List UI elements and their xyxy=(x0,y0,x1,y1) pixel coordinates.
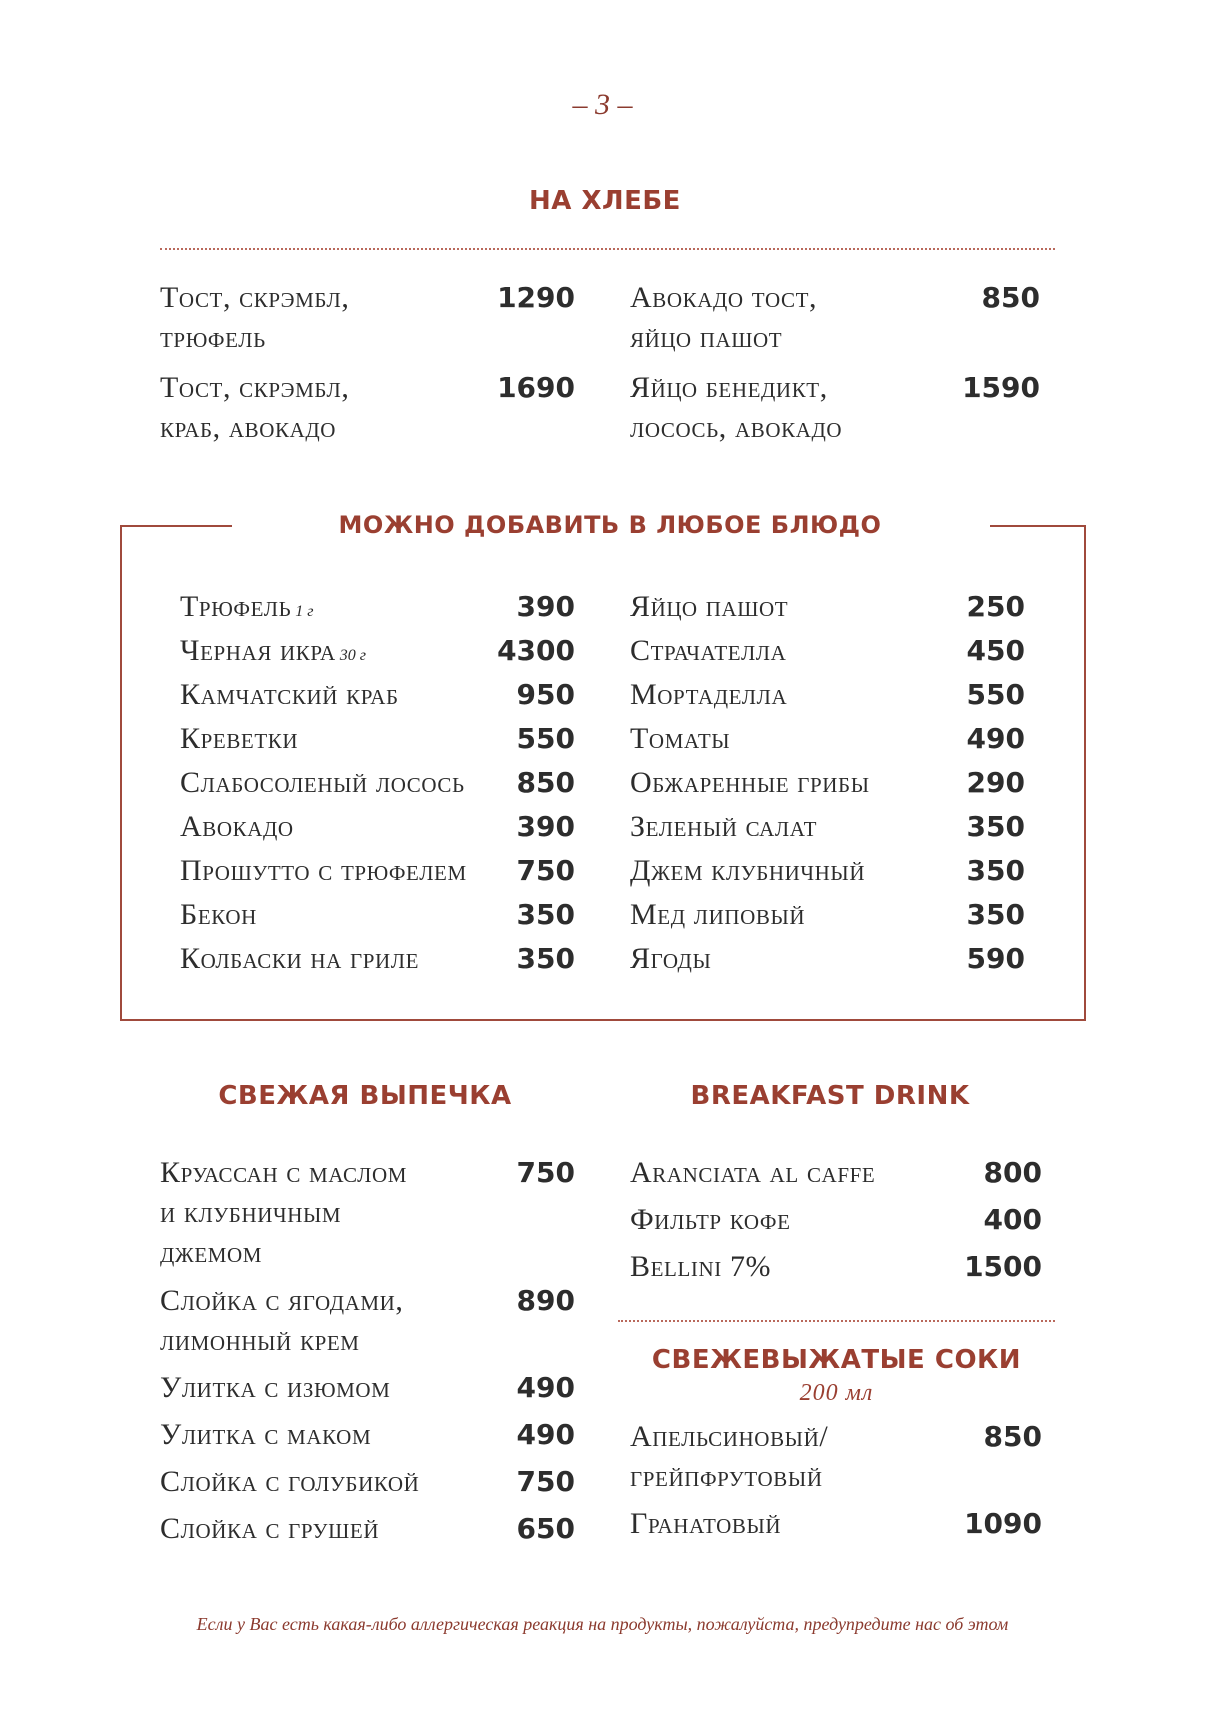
addon-item xyxy=(630,587,1025,631)
section-title-juices: СВЕЖЕВЫЖАТЫЕ СОКИ xyxy=(651,1345,1022,1375)
item-name: Фильтр кофе xyxy=(630,1203,791,1236)
menu-item xyxy=(630,1153,1042,1200)
menu-item xyxy=(160,1509,575,1556)
item-name: Тост, скрэмбл, краб, авокадо xyxy=(160,371,350,444)
section-title-pastry: СВЕЖАЯ ВЫПЕЧКА xyxy=(218,1081,512,1111)
addon-name: Бекон xyxy=(180,898,257,931)
menu-item xyxy=(160,1462,575,1509)
pastry-list xyxy=(160,1153,575,1556)
addon-price: 550 xyxy=(516,722,575,755)
item-price: 490 xyxy=(516,1418,575,1451)
addon-item xyxy=(180,631,575,675)
item-name: Улитка с маком xyxy=(160,1418,372,1451)
addon-price: 750 xyxy=(516,854,575,887)
addon-item xyxy=(180,719,575,763)
addon-price: 250 xyxy=(966,590,1025,623)
item-name: Aranciata al caffe xyxy=(630,1156,876,1189)
dotted-divider xyxy=(160,248,1055,250)
addon-item xyxy=(180,895,575,939)
addon-name: Черная икра xyxy=(180,634,336,667)
addon-weight: 1 г xyxy=(295,603,314,620)
addon-price: 4300 xyxy=(497,634,575,667)
addon-item xyxy=(630,939,1025,983)
addon-price: 390 xyxy=(516,810,575,843)
item-name: Тост, скрэмбл, трюфель xyxy=(160,281,350,354)
addon-name: Ягоды xyxy=(630,942,712,975)
addon-price: 350 xyxy=(966,854,1025,887)
section-title-drinks: BREAKFAST DRINK xyxy=(690,1081,970,1111)
item-name: Bellini 7% xyxy=(630,1250,772,1283)
addon-name: Колбаски на гриле xyxy=(180,942,420,975)
addon-item xyxy=(630,851,1025,895)
item-name: Яйцо бенедикт, лосось, авокадо xyxy=(630,371,843,444)
menu-item xyxy=(160,1368,575,1415)
addon-price: 950 xyxy=(516,678,575,711)
addon-name: Трюфель xyxy=(180,590,292,623)
item-name: Слойка с ягодами, лимонный крем xyxy=(160,1284,404,1357)
addon-item xyxy=(180,587,575,631)
item-price: 1590 xyxy=(962,371,1040,404)
addon-item xyxy=(180,675,575,719)
addon-item xyxy=(630,719,1025,763)
menu-item xyxy=(630,1504,1042,1551)
item-name: Авокадо тост, яйцо пашот xyxy=(630,281,818,354)
item-price: 800 xyxy=(983,1156,1042,1189)
addon-item xyxy=(630,807,1025,851)
item-price: 490 xyxy=(516,1371,575,1404)
addon-name: Обжаренные грибы xyxy=(630,766,870,799)
item-name: Апельсиновый/ грейпфрутовый xyxy=(630,1420,829,1493)
juices-list xyxy=(630,1417,1042,1551)
drinks-list xyxy=(630,1153,1042,1294)
item-price: 1090 xyxy=(964,1507,1042,1540)
addon-name: Слабосоленый лосось xyxy=(180,766,465,799)
item-price: 750 xyxy=(516,1465,575,1498)
menu-item xyxy=(630,1417,1042,1504)
item-price: 850 xyxy=(983,1420,1042,1453)
addons-right-list xyxy=(630,587,1025,983)
addon-price: 850 xyxy=(516,766,575,799)
addon-price: 290 xyxy=(966,766,1025,799)
addon-item xyxy=(180,763,575,807)
addons-left-list xyxy=(180,587,575,983)
addon-price: 590 xyxy=(966,942,1025,975)
item-name: Улитка с изюмом xyxy=(160,1371,391,1404)
addon-price: 450 xyxy=(966,634,1025,667)
section-title-addons: МОЖНО ДОБАВИТЬ В ЛЮБОЕ БЛЮДО xyxy=(338,511,882,539)
addon-name: Страчателла xyxy=(630,634,787,667)
item-price: 890 xyxy=(516,1284,575,1317)
addon-price: 550 xyxy=(966,678,1025,711)
addon-price: 490 xyxy=(966,722,1025,755)
allergy-notice: Если у Вас есть какая-либо аллергическая реакция на продукты, пожалуйста, предупредите нас об этом xyxy=(196,1614,1009,1634)
item-price: 1690 xyxy=(497,371,575,404)
item-name: Слойка с грушей xyxy=(160,1512,380,1545)
addon-item xyxy=(630,895,1025,939)
menu-item xyxy=(630,1200,1042,1247)
juice-volume: 200 мл xyxy=(799,1380,874,1406)
item-name: Гранатовый xyxy=(630,1507,782,1540)
addon-name: Зеленый салат xyxy=(630,810,818,843)
addon-name: Авокадо xyxy=(180,810,294,843)
addon-item xyxy=(180,807,575,851)
menu-item xyxy=(630,1247,1042,1294)
addon-name: Томаты xyxy=(630,722,731,755)
item-price: 1500 xyxy=(964,1250,1042,1283)
item-price: 750 xyxy=(516,1156,575,1189)
addon-price: 350 xyxy=(966,810,1025,843)
addon-name: Камчатский краб xyxy=(180,678,399,711)
addon-item xyxy=(630,675,1025,719)
addon-price: 390 xyxy=(516,590,575,623)
addon-name: Мед липовый xyxy=(630,898,806,931)
item-name: Слойка с голубикой xyxy=(160,1465,420,1498)
page-number: – 3 – xyxy=(572,88,633,121)
item-price: 1290 xyxy=(497,281,575,314)
addon-price: 350 xyxy=(966,898,1025,931)
addon-item xyxy=(180,851,575,895)
addon-name: Мортаделла xyxy=(630,678,788,711)
addon-name: Яйцо пашот xyxy=(630,590,789,623)
addon-item xyxy=(180,939,575,983)
addon-name: Креветки xyxy=(180,722,299,755)
item-price: 400 xyxy=(983,1203,1042,1236)
addon-price: 350 xyxy=(516,898,575,931)
menu-item xyxy=(160,1415,575,1462)
menu-item xyxy=(160,1281,575,1368)
dotted-divider xyxy=(618,1320,1055,1322)
section-title-na-hlebe: НА ХЛЕБЕ xyxy=(529,186,681,216)
addon-item xyxy=(630,631,1025,675)
addon-price: 350 xyxy=(516,942,575,975)
menu-item xyxy=(160,1153,575,1281)
item-price: 650 xyxy=(516,1512,575,1545)
addon-name: Джем клубничный xyxy=(630,854,866,887)
item-price: 850 xyxy=(981,281,1040,314)
addon-weight: 30 г xyxy=(339,647,367,664)
item-name: Круассан с маслом и клубничным джемом xyxy=(160,1156,408,1269)
addon-name: Прошутто с трюфелем xyxy=(180,854,467,887)
addon-item xyxy=(630,763,1025,807)
